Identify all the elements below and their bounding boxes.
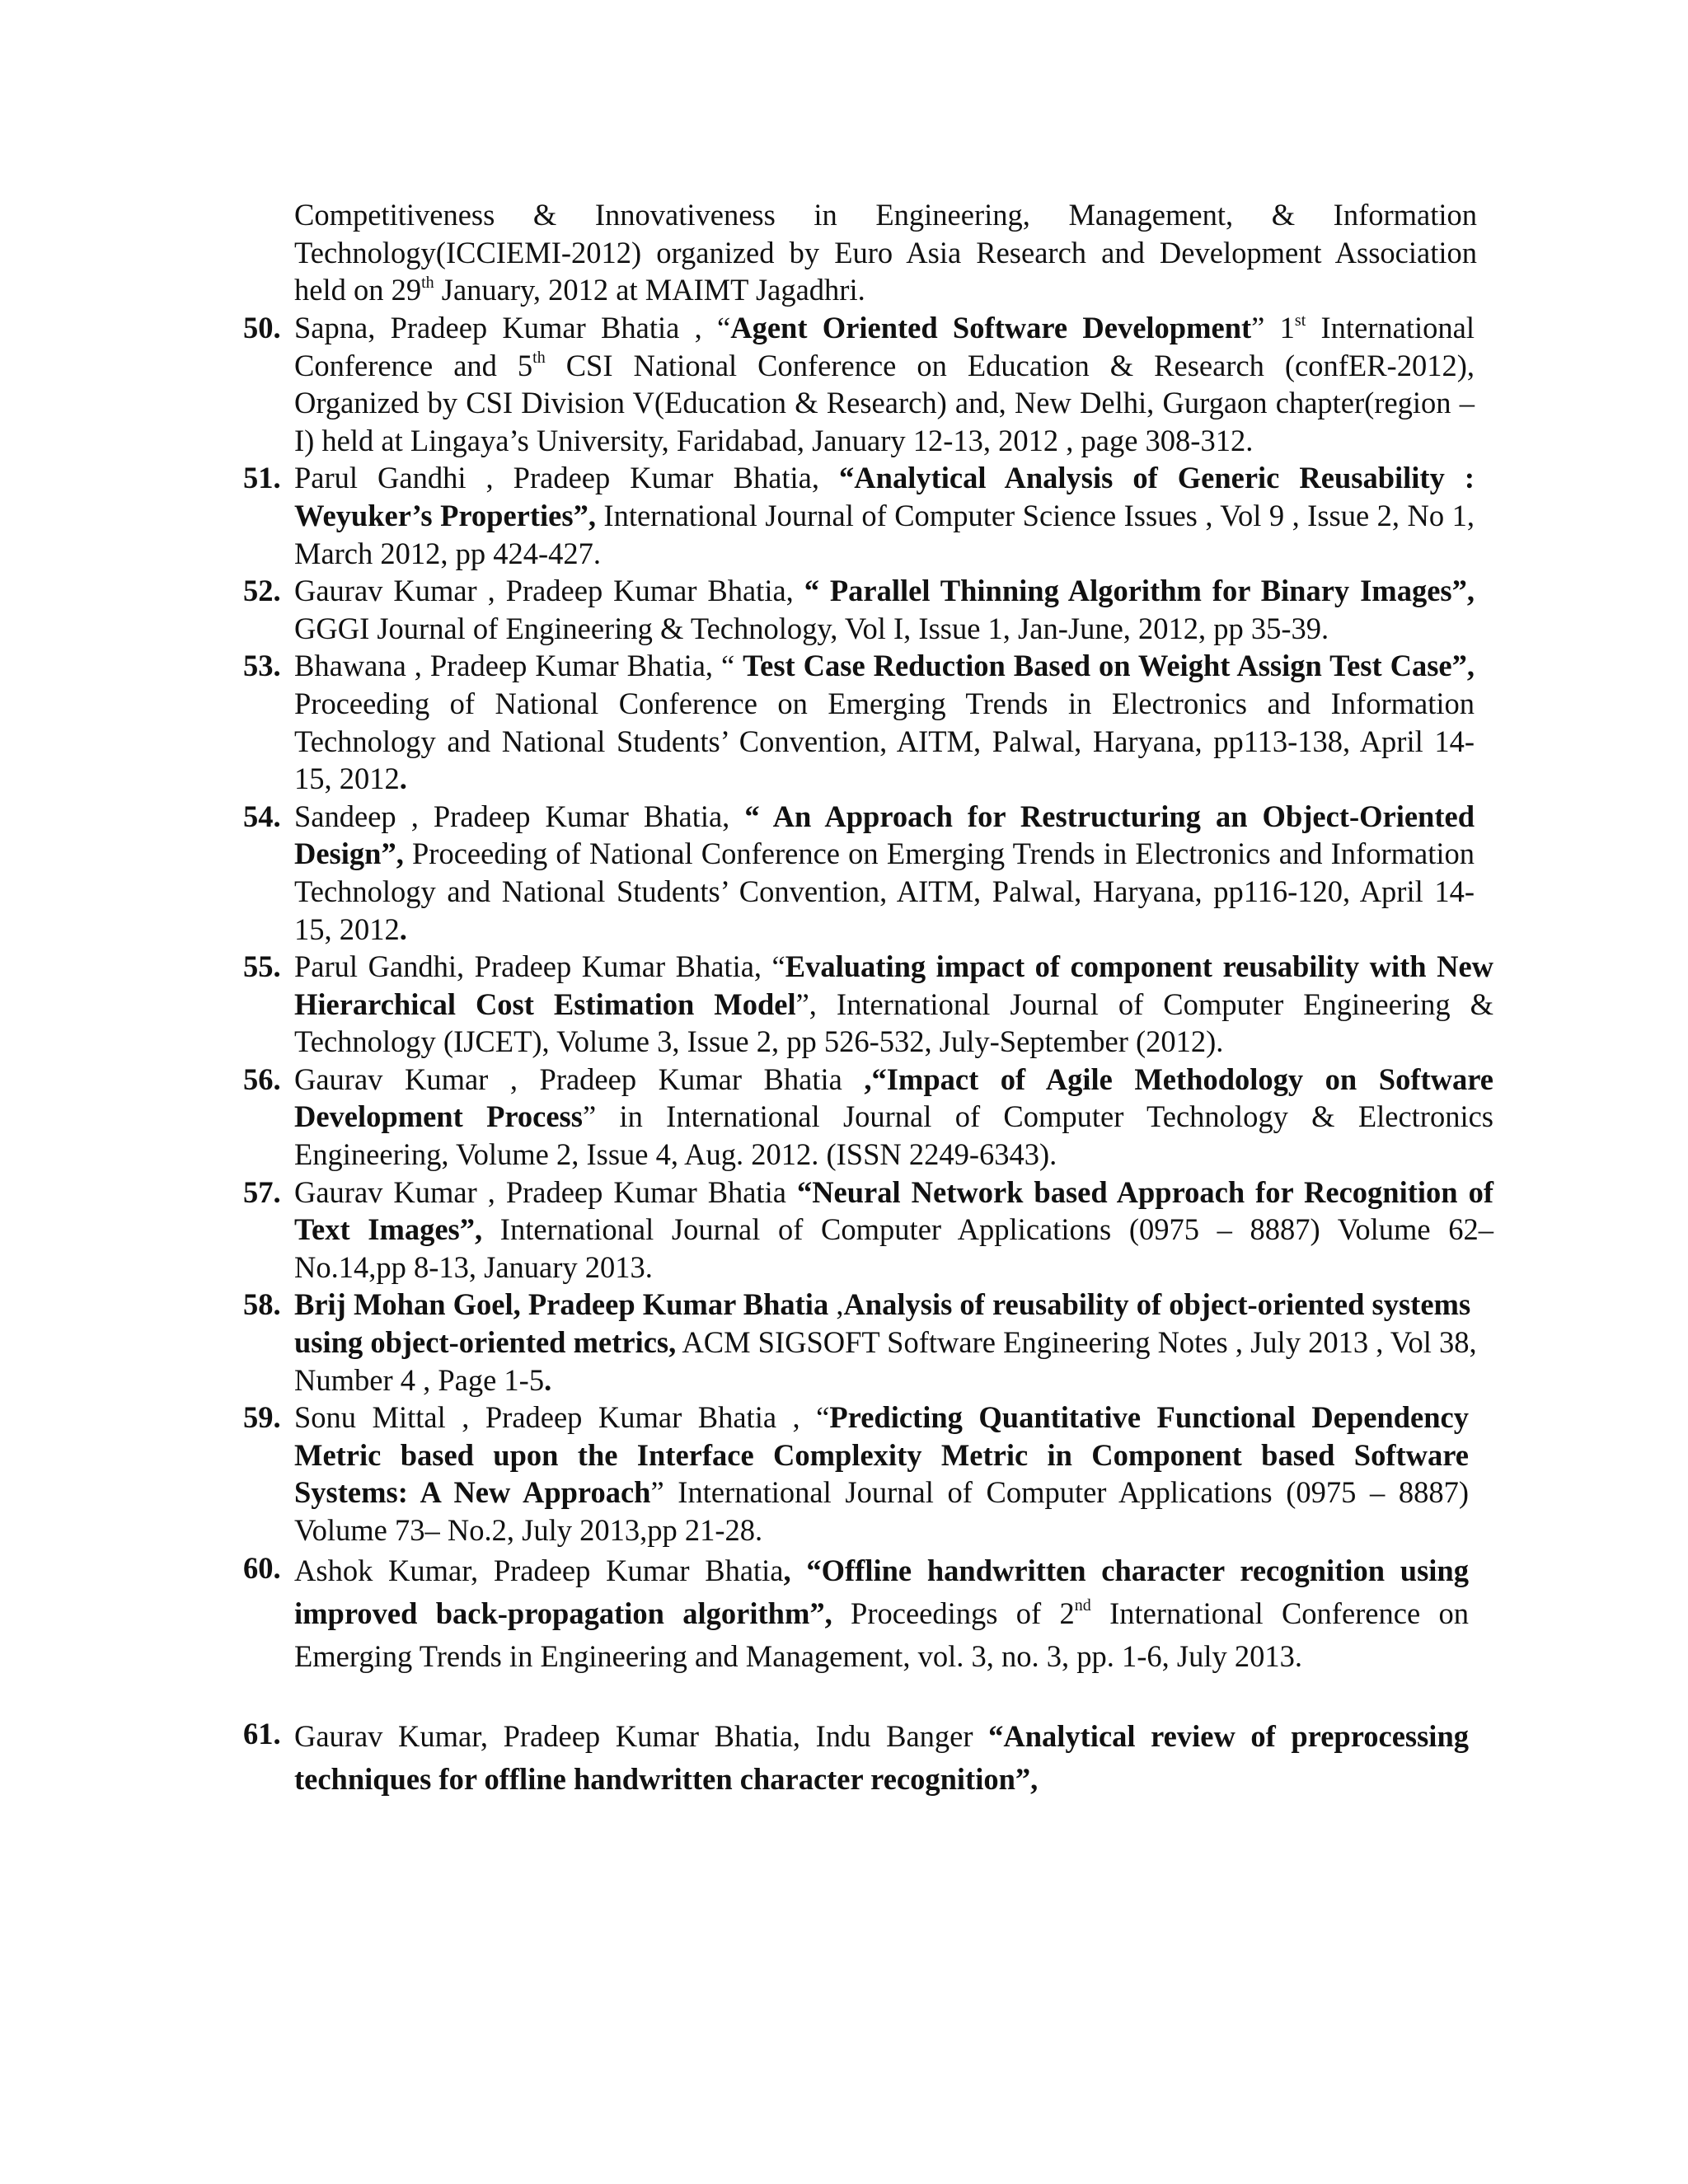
publication-superscript: nd <box>1074 1596 1091 1615</box>
publication-authors: Sandeep , Pradeep Kumar Bhatia, <box>294 799 745 833</box>
publication-entry <box>294 309 1475 459</box>
publication-text: International Conference and 5 <box>294 311 1475 382</box>
publication-item-54 <box>0 798 1688 948</box>
publication-title: “Neural Network based Approach for Recognition of Text Images”, <box>294 1174 1493 1247</box>
publication-details: ”, International Journal of Computer Engineering & Technology (IJCET), Volume 3, Issue 2, pp 526-532, July-September (2012). <box>294 987 1493 1059</box>
publication-title: “ Parallel Thinning Algorithm for Binary Images”, <box>804 574 1475 608</box>
publication-details: ACM SIGSOFT Software Engineering Notes , July 2013 , Vol 38, Number 4 , Page 1-5 <box>294 1325 1477 1397</box>
continued-publication-text <box>294 196 1477 309</box>
publication-title: , “Offline handwritten character recognition using improved back-propagation algorithm”, <box>294 1553 1469 1630</box>
publication-item-53 <box>0 647 1688 797</box>
publication-title: “Analytical review of preprocessing techniques for offline handwritten character recognition”, <box>294 1718 1469 1796</box>
publication-authors: Gaurav Kumar , Pradeep Kumar Bhatia <box>294 1062 865 1096</box>
publication-item-56 <box>0 1061 1688 1174</box>
publication-number: 58. <box>243 1287 281 1322</box>
publication-list <box>0 309 1688 1801</box>
publication-entry <box>294 1715 1469 1801</box>
publication-number: 55. <box>243 949 281 984</box>
publication-title: “Analytical Analysis of Generic Reusability : Weyuker’s Properties”, <box>294 461 1475 532</box>
publication-title: Analysis of reusability of object-oriented systems using object-oriented metrics, <box>294 1287 1471 1360</box>
publication-end-mark: . <box>399 912 407 946</box>
publication-details: Proceeding of National Conference on Emerging Trends in Electronics and Information Technology and National Students’ Convention, AITM, Palwal, Haryana, pp113-138, April 14-15, 2012 <box>294 686 1475 796</box>
publication-details: International Conference on Emerging Trends in Engineering and Management, vol. 3, no. 3, pp. 1-6, July 2013. <box>294 1596 1469 1673</box>
publication-number: 54. <box>243 799 281 833</box>
continuation-superscript: th <box>421 274 434 293</box>
publication-item-59 <box>0 1399 1688 1549</box>
publication-details: International Journal of Computer Science Issues , Vol 9 , Issue 2, No 1, March 2012, pp 424-427. <box>294 498 1475 570</box>
publication-details: International Journal of Computer Applications (0975 – 8887) Volume 62– No.14,pp 8-13, January 2013. <box>294 1212 1493 1284</box>
publication-entry <box>294 1399 1469 1549</box>
publication-item-57 <box>0 1174 1688 1286</box>
publication-title: “ An Approach for Restructuring an Object-Oriented Design”, <box>294 799 1475 871</box>
publication-item-60 <box>0 1549 1688 1678</box>
publication-authors: Brij Mohan Goel, Pradeep Kumar Bhatia <box>294 1287 829 1322</box>
publication-entry <box>294 798 1475 948</box>
publication-entry <box>294 572 1475 647</box>
publication-superscript: th <box>532 349 546 368</box>
publication-item-58 <box>0 1286 1688 1399</box>
publication-authors: Ashok Kumar, Pradeep Kumar Bhatia <box>294 1553 784 1587</box>
publication-number: 52. <box>243 574 281 608</box>
publication-item-55 <box>0 948 1688 1061</box>
publication-number: 59. <box>243 1400 281 1435</box>
publication-entry <box>294 459 1475 572</box>
publication-authors: Parul Gandhi , Pradeep Kumar Bhatia, <box>294 461 840 495</box>
continuation-text-2: January, 2012 at MAIMT Jagadhri. <box>434 273 865 307</box>
publication-separator: , <box>828 1287 844 1322</box>
publication-title: Agent Oriented Software Development <box>730 311 1252 344</box>
publication-item-52 <box>0 572 1688 647</box>
publication-item-50 <box>0 309 1688 459</box>
publication-number: 50. <box>243 311 281 344</box>
publication-end-mark: . <box>399 762 407 796</box>
continuation-text-1: Competitiveness & Innovativeness in Engineering, Management, & Information Technology(ICCIEMI-2012) organized by Euro Asia Research and Development Association held on 29 <box>294 198 1477 307</box>
publication-authors: Gaurav Kumar , Pradeep Kumar Bhatia, <box>294 574 804 608</box>
publication-details: Proceeding of National Conference on Emerging Trends in Electronics and Information Technology and National Students’ Convention, AITM, Palwal, Haryana, pp116-120, April 14-15, 2012 <box>294 837 1475 946</box>
publication-authors: Parul Gandhi, Pradeep Kumar Bhatia, “ <box>294 949 785 984</box>
publication-number: 56. <box>243 1062 281 1096</box>
publication-text: ” 1 <box>1251 311 1295 344</box>
publication-number: 60. <box>243 1550 281 1585</box>
publication-end-mark: . <box>544 1362 552 1397</box>
publication-text: CSI National Conference on Education & Research (confER-2012), Organized by CSI Division V(Education & Research) and, New Delhi, Gurgaon chapter(region –I) held at Lingaya’s University, Faridabad, January 12-13, 2012 , page 308-312. <box>294 348 1475 457</box>
publication-number: 51. <box>243 461 281 495</box>
publication-title: Predicting Quantitative Functional Dependency Metric based upon the Interface Complexity Metric in Component based Software Systems: A New Approach <box>294 1400 1469 1510</box>
publication-number: 57. <box>243 1174 281 1209</box>
publication-authors: Sapna, Pradeep Kumar Bhatia , “ <box>294 311 731 344</box>
publication-title: Test Case Reduction Based on Weight Assign Test Case”, <box>743 649 1475 683</box>
publication-entry <box>294 1174 1493 1286</box>
publication-title: ,“Impact of Agile Methodology on Software Development Process <box>294 1062 1493 1134</box>
publication-number: 53. <box>243 649 281 683</box>
publication-entry <box>294 647 1475 797</box>
publication-details: ” in International Journal of Computer Technology & Electronics Engineering, Volume 2, Issue 4, Aug. 2012. (ISSN 2249-6343). <box>294 1099 1494 1172</box>
publication-entry <box>294 1061 1493 1174</box>
publication-authors: Gaurav Kumar , Pradeep Kumar Bhatia <box>294 1174 797 1209</box>
publication-details: ” International Journal of Computer Applications (0975 – 8887) Volume 73– No.2, July 2013,pp 21-28. <box>294 1475 1469 1547</box>
publication-authors: Bhawana , Pradeep Kumar Bhatia, “ <box>294 649 743 683</box>
publication-entry <box>294 948 1493 1061</box>
publication-title: Evaluating impact of component reusability with New Hierarchical Cost Estimation Model <box>294 949 1494 1021</box>
publication-number: 61. <box>243 1716 281 1750</box>
publication-details: GGGI Journal of Engineering & Technology, Vol I, Issue 1, Jan-June, 2012, pp 35-39. <box>294 611 1329 645</box>
publication-item-61 <box>0 1715 1688 1801</box>
publication-item-51 <box>0 459 1688 572</box>
publication-entry <box>294 1286 1493 1399</box>
publication-details: Proceedings of 2 <box>832 1596 1075 1630</box>
publication-authors: Sonu Mittal , Pradeep Kumar Bhatia , “ <box>294 1400 830 1435</box>
publication-authors: Gaurav Kumar, Pradeep Kumar Bhatia, Indu Banger <box>294 1718 989 1753</box>
publication-superscript: st <box>1294 311 1306 330</box>
publication-entry <box>294 1549 1469 1678</box>
